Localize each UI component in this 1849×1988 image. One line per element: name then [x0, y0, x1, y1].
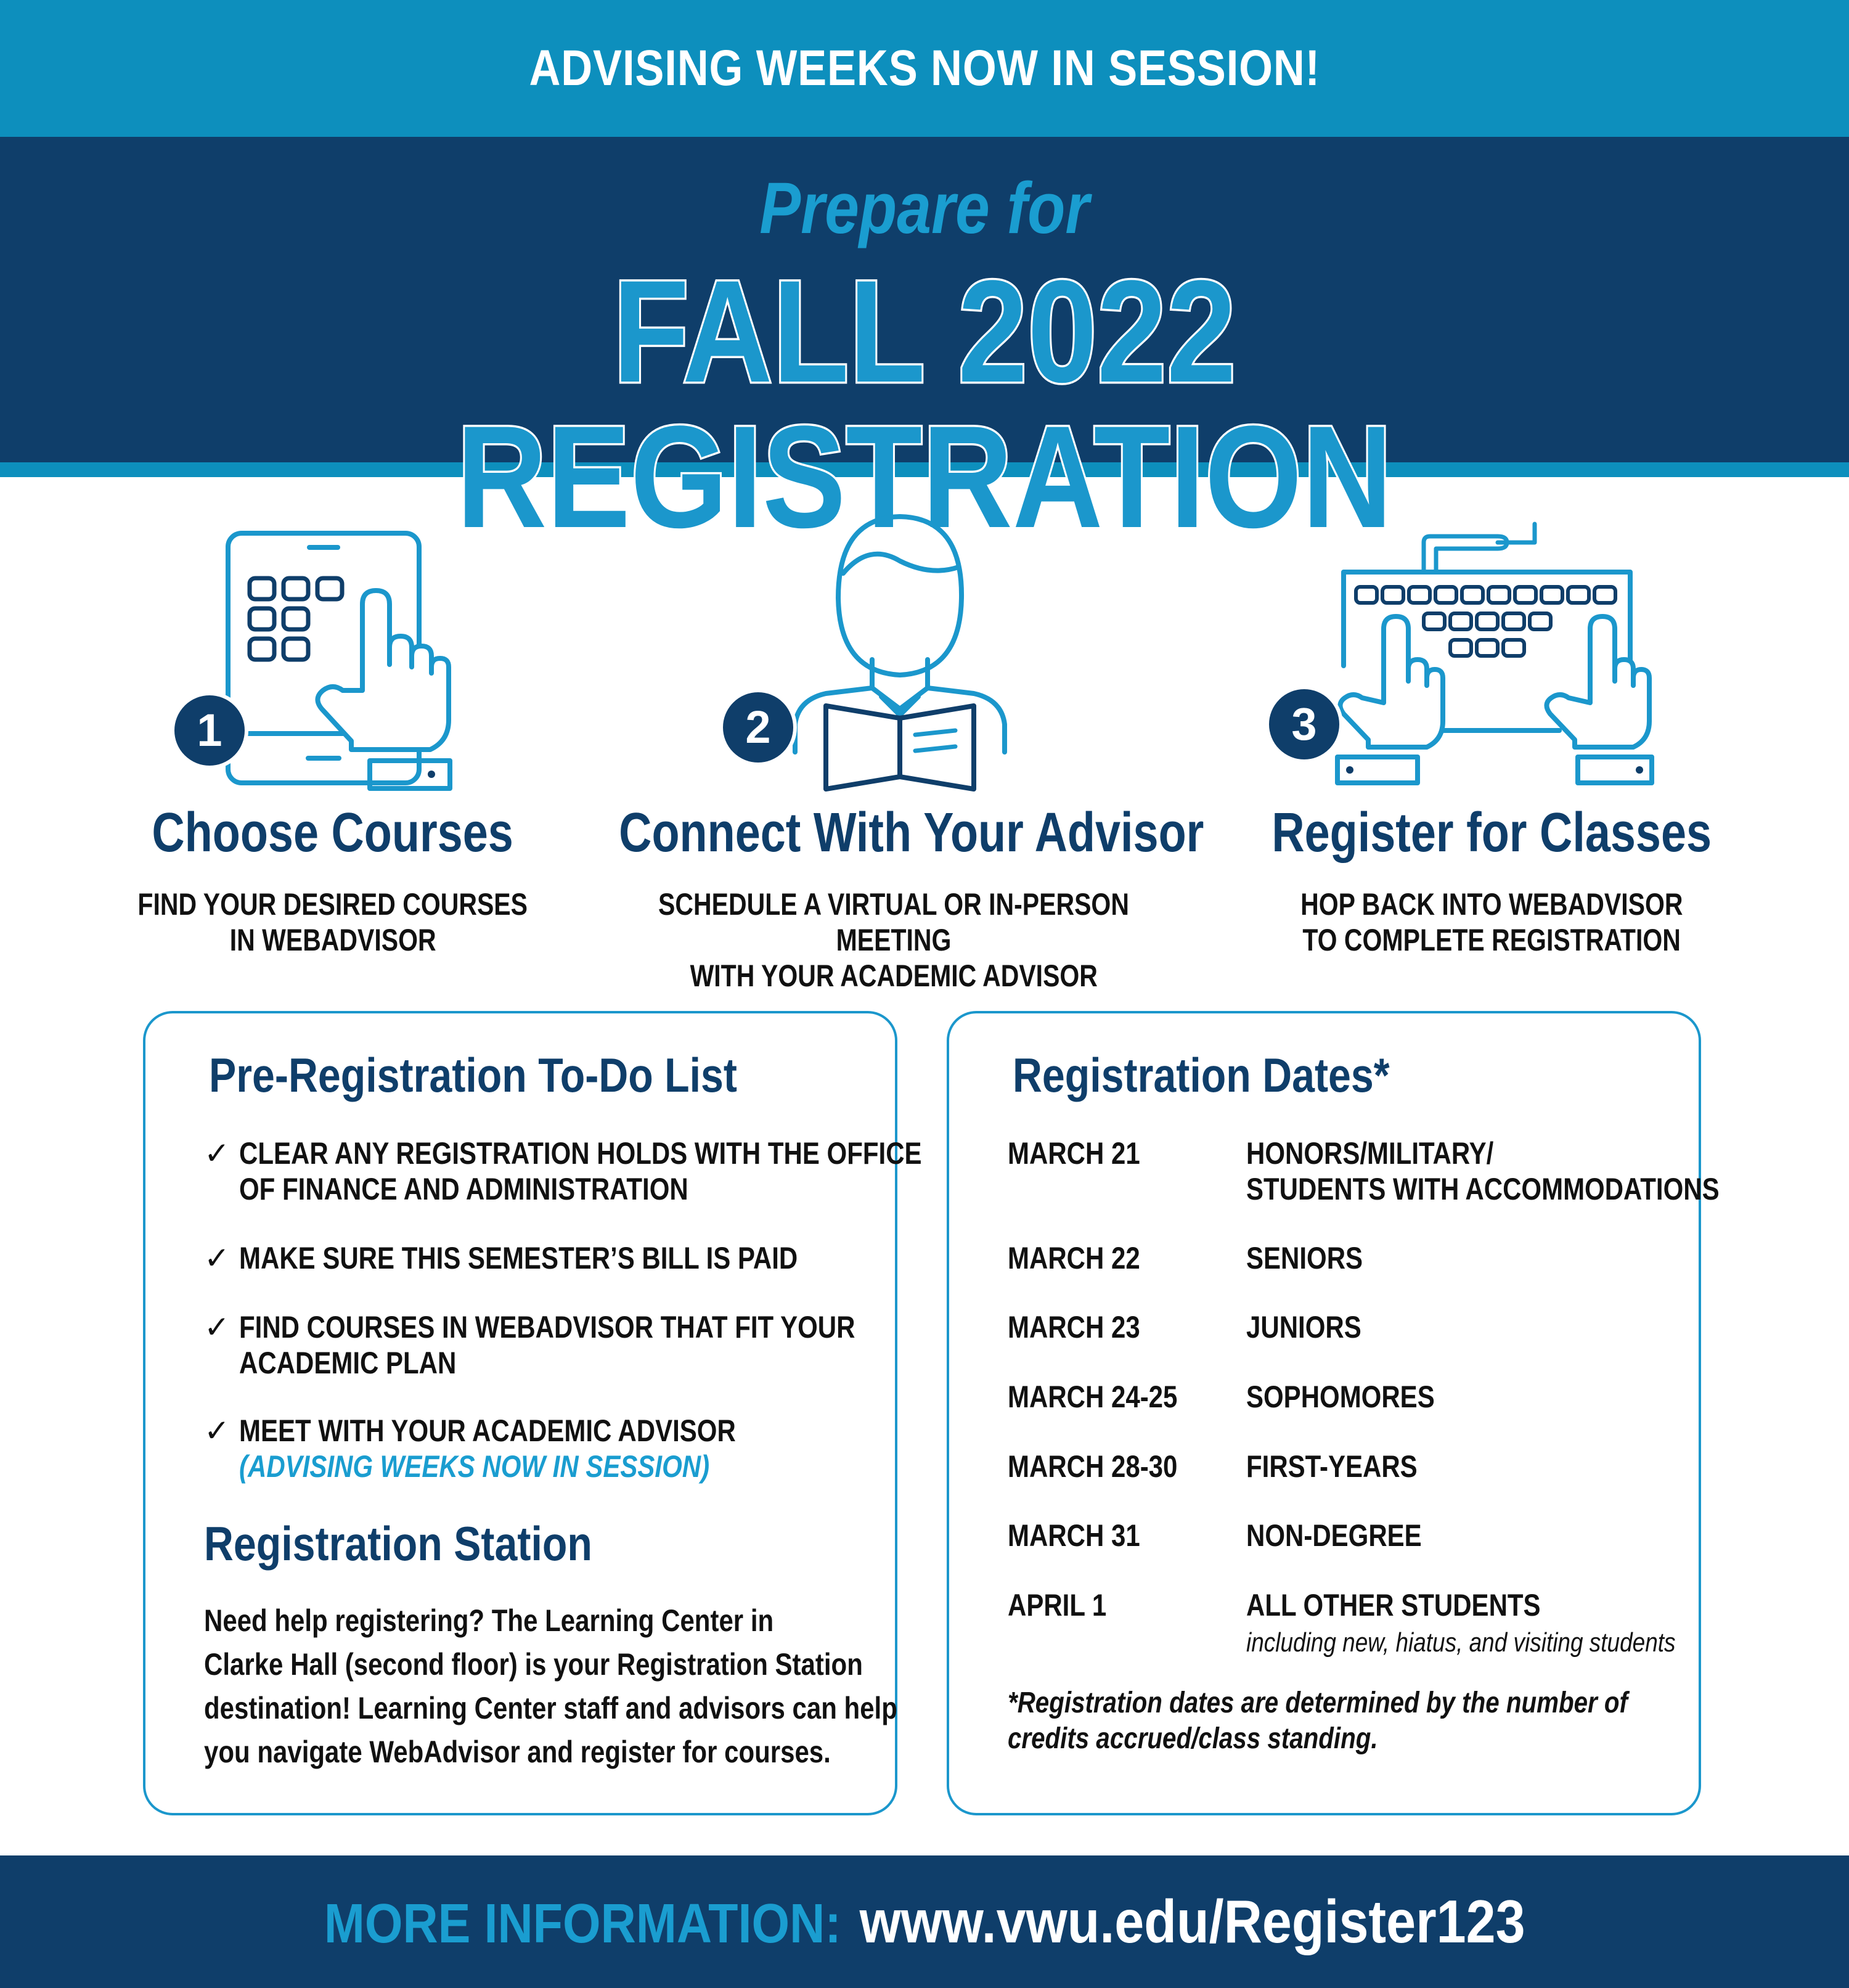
checkmark-icon: ✓ [204, 1136, 230, 1171]
advisor-reading-icon [715, 505, 1023, 801]
step-2-title: Connect With Your Advisor [619, 802, 1204, 864]
step-1-description: FIND YOUR DESIRED COURSES IN WEBADVISOR [137, 887, 528, 957]
station-description: Need help registering? The Learning Center in Clarke Hall (second floor) is your Registration Station destination! Learning Center staff and advisors can help you navigate WebAdvisor and register for courses. [204, 1603, 897, 1769]
step-1-title: Choose Courses [152, 802, 514, 864]
step-number-2: 2 [745, 702, 771, 753]
checkmark-icon: ✓ [204, 1241, 230, 1275]
register-link[interactable]: www.vwu.edu/Register123 [859, 1888, 1525, 1955]
date-note: including new, hiatus, and visiting students [1246, 1627, 1676, 1658]
page-title: FALL 2022 REGISTRATION [456, 250, 1393, 558]
banner-text: ADVISING WEEKS NOW IN SESSION! [529, 40, 1320, 96]
step-number-1: 1 [197, 705, 222, 756]
dates-title: Registration Dates* [1013, 1048, 1390, 1102]
checkmark-icon: ✓ [204, 1413, 230, 1448]
todo-title: Pre-Registration To-Do List [209, 1048, 738, 1102]
advising-note: (ADVISING WEEKS NOW IN SESSION) [239, 1449, 710, 1484]
footer-band [0, 1855, 1849, 1988]
step-2-description: SCHEDULE A VIRTUAL OR IN-PERSON MEETING WITH YOUR ACADEMIC ADVISOR [658, 887, 1129, 993]
station-title: Registration Station [204, 1516, 592, 1571]
keyboard-typing-icon [1263, 518, 1658, 789]
checkmark-icon: ✓ [204, 1310, 230, 1344]
step-3-title: Register for Classes [1271, 802, 1712, 864]
dates-card: Registration Dates* MARCH 21 HONORS/MILITARY/ STUDENTS WITH ACCOMMODATIONS MARCH 22 SENIORS MARCH 23 JUNIORS MARCH 24-25 SOPHOMORES MARCH 28-30 FIRST-YEARS MARCH 31 NON-DEGREE APRIL 1 ALL OTHER STUDENTS including new, hiatus, and visiting students *Registration dates are determined by the number of credits accrued/class standing. [947, 1011, 1701, 1815]
step-3-description: HOP BACK INTO WEBADVISOR TO COMPLETE REGISTRATION [1300, 887, 1683, 957]
todo-card: Pre-Registration To-Do List ✓ CLEAR ANY REGISTRATION HOLDS WITH THE OFFICE OF FINANCE AND ADMINISTRATION ✓ MAKE SURE THIS SEMESTER’S BILL IS PAID ✓ FIND COURSES IN WEBADVISOR THAT FIT YOUR ACADEMIC PLAN ✓ MEET WITH YOUR ACADEMIC ADVISOR (ADVISING WEEKS NOW IN SESSION) Registration Station Need help registering? The Learning Center in Clarke Hall (second floor) is your Registration Station destination! Learning Center staff and advisors can help you navigate WebAdvisor and register for courses. [143, 1011, 897, 1815]
more-info-label: MORE INFORMATION: [324, 1893, 841, 1955]
step-number-3: 3 [1291, 698, 1317, 750]
dates-footnote: *Registration dates are determined by the number of credits accrued/class standing. [1008, 1687, 1628, 1755]
tablet-tap-icon [166, 524, 462, 795]
pre-title: Prepare for [759, 168, 1090, 249]
top-banner [0, 0, 1849, 137]
